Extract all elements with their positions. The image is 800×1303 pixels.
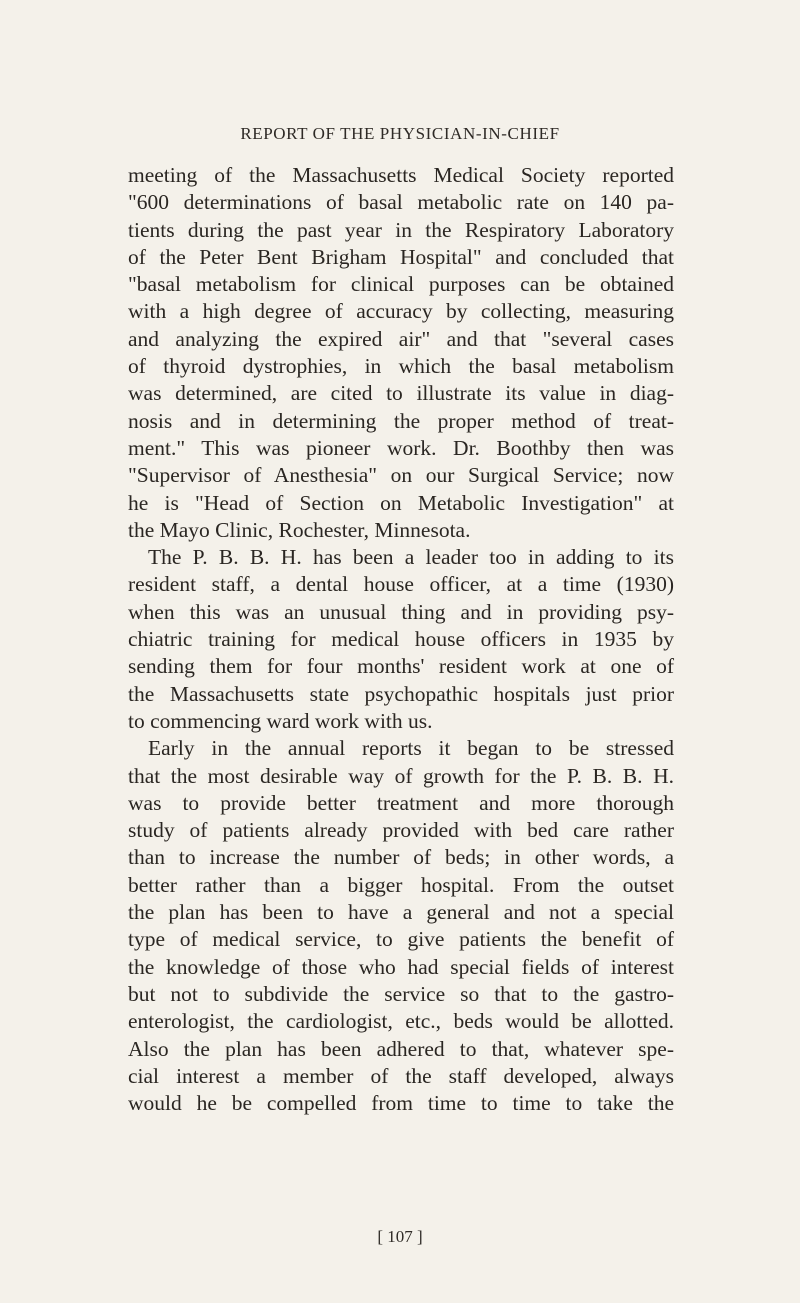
text-line: was determined, are cited to illustrate its value in diag-: [128, 381, 674, 406]
text-line: the Massachusetts state psychopathic hospitals just prior: [128, 681, 674, 706]
text-line: sending them for four months' resident work at one of: [128, 654, 674, 679]
text-line: Early in the annual reports it began to be stressed: [148, 736, 674, 761]
text-line: Also the plan has been adhered to that, whatever spe-: [128, 1036, 674, 1061]
text-line: with a high degree of accuracy by collecting, measuring: [128, 299, 674, 324]
text-line: the plan has been to have a general and not a special: [128, 900, 674, 925]
text-line: meeting of the Massachusetts Medical Society reported: [128, 163, 674, 187]
text-line: would he be compelled from time to time to take the: [128, 1091, 674, 1116]
text-line: ment." This was pioneer work. Dr. Boothby then was: [128, 435, 674, 460]
text-line: cial interest a member of the staff developed, always: [128, 1063, 674, 1088]
text-line: The P. B. B. H. has been a leader too in adding to its: [148, 545, 674, 570]
text-line: "basal metabolism for clinical purposes can be obtained: [128, 272, 674, 297]
text-line: when this was an unusual thing and in providing psy-: [128, 599, 674, 624]
text-line: of the Peter Bent Brigham Hospital" and concluded that: [128, 244, 674, 269]
text-line: resident staff, a dental house officer, at a time (1930): [128, 572, 674, 597]
text-line: better rather than a bigger hospital. From the outset: [128, 872, 674, 897]
text-line: but not to subdivide the service so that to the gastro-: [128, 981, 674, 1006]
text-line: than to increase the number of beds; in other words, a: [128, 845, 674, 870]
text-line: "Supervisor of Anesthesia" on our Surgical Service; now: [128, 463, 674, 488]
text-line: was to provide better treatment and more thorough: [128, 790, 674, 815]
text-line: chiatric training for medical house officers in 1935 by: [128, 627, 674, 652]
text-line: of thyroid dystrophies, in which the basal metabolism: [128, 354, 674, 379]
text-line: and analyzing the expired air" and that "several cases: [128, 326, 674, 351]
running-head: REPORT OF THE PHYSICIAN-IN-CHIEF: [240, 124, 560, 143]
text-line: enterologist, the cardiologist, etc., beds would be allotted.: [128, 1009, 674, 1034]
text-line: that the most desirable way of growth for the P. B. B. H.: [128, 763, 674, 788]
text-line: he is "Head of Section on Metabolic Investigation" at: [128, 490, 674, 515]
body-text: [128, 162, 674, 1117]
text-line: the Mayo Clinic, Rochester, Minnesota.: [128, 517, 471, 542]
text-line: tients during the past year in the Respiratory Laboratory: [128, 217, 674, 242]
text-line: to commencing ward work with us.: [128, 708, 433, 733]
page-number: [ 107 ]: [377, 1227, 423, 1246]
text-line: study of patients already provided with bed care rather: [128, 818, 674, 843]
text-line: nosis and in determining the proper method of treat-: [128, 408, 674, 433]
text-line: type of medical service, to give patients the benefit of: [128, 927, 674, 952]
text-line: the knowledge of those who had special fields of interest: [128, 954, 674, 979]
text-line: "600 determinations of basal metabolic rate on 140 pa-: [128, 190, 674, 215]
